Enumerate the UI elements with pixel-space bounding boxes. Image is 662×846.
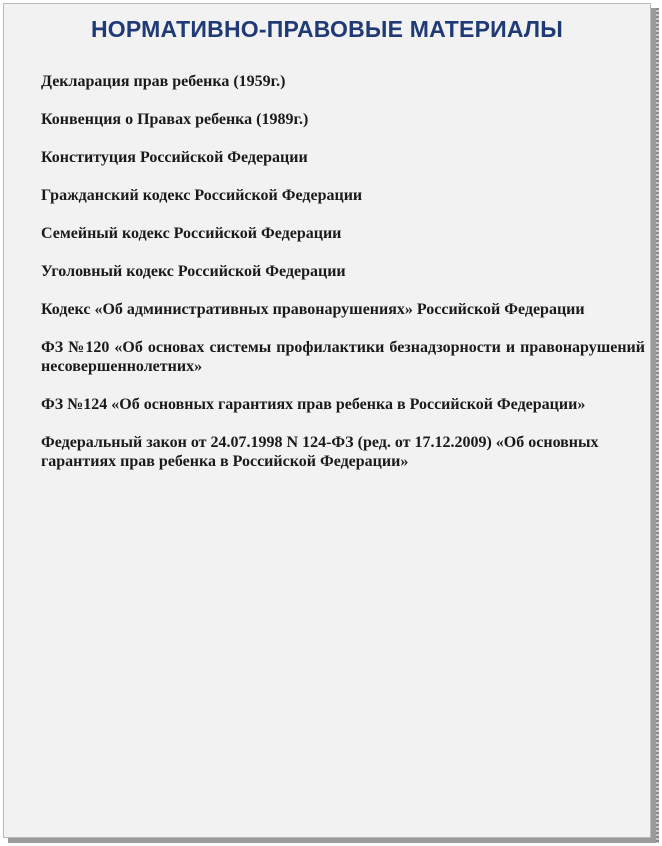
materials-list <box>41 72 645 490</box>
material-link-constitution[interactable]: Конституция Российской Федерации <box>41 149 308 166</box>
material-link-declaration[interactable]: Декларация прав ребенка (1959г.) <box>41 73 286 90</box>
material-link-fz-120[interactable]: ФЗ №120 «Об основах системы профилактики безнадзорности и правонарушений несовершеннолетних» <box>41 339 645 375</box>
material-link-administrative-code[interactable]: Кодекс «Об административных правонарушениях» Российской Федерации <box>41 301 585 318</box>
material-link-federal-law-124[interactable]: Федеральный закон от 24.07.1998 N 124-ФЗ (ред. от 17.12.2009) «Об основных гарантиях прав ребенка в Российской Федерации» <box>41 434 599 470</box>
page-title: НОРМАТИВНО-ПРАВОВЫЕ МАТЕРИАЛЫ <box>91 16 563 42</box>
material-link-criminal-code[interactable]: Уголовный кодекс Российской Федерации <box>41 263 346 280</box>
material-link-fz-124[interactable]: ФЗ №124 «Об основных гарантиях прав ребенка в Российской Федерации» <box>41 396 586 413</box>
material-link-civil-code[interactable]: Гражданский кодекс Российской Федерации <box>41 187 363 204</box>
materials-panel <box>3 3 651 838</box>
material-link-family-code[interactable]: Семейный кодекс Российской Федерации <box>41 225 342 242</box>
material-link-convention[interactable]: Конвенция о Правах ребенка (1989г.) <box>41 111 309 128</box>
